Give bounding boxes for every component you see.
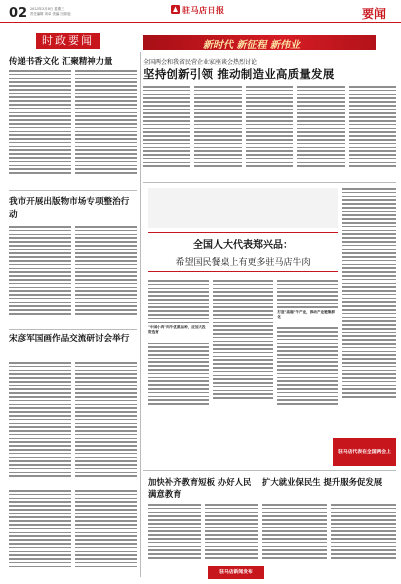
newspaper-logo (171, 3, 227, 18)
center-right-body (342, 188, 396, 433)
top-story-headline: 坚持创新引领 推动制造业高质量发展 (143, 67, 335, 81)
top-story-kicker: 全国两会和我省民营企业家座谈会热烈讨论 (143, 59, 258, 66)
left-article2-body (9, 226, 137, 321)
date-line-2: 责任编辑 刘卓 美编 田如旭 (30, 12, 71, 16)
left-article3-tail (9, 490, 137, 574)
center-photo (148, 188, 338, 228)
column-separator (140, 52, 141, 577)
center-headline-2: 希望国民餐桌上有更多驻马店牛肉 (175, 258, 311, 268)
bottom-article2-body (262, 504, 396, 564)
left-article1-body (9, 70, 137, 180)
bottom-article2-title: 扩大就业保民生 提升服务促发展 (262, 477, 383, 487)
page-number: 02 (9, 6, 28, 21)
center-body (148, 280, 338, 460)
logo-text: 驻马店日报 (182, 5, 225, 15)
top-story-body (143, 86, 396, 174)
footer-section-label: 驻马店新闻发布 (208, 566, 264, 579)
bottom-article1-body (148, 504, 258, 564)
left-article1-title: 传递书香文化 汇聚精神力量 (9, 56, 113, 66)
section-tag: 时政要闻 (36, 33, 100, 49)
center-subhead-1: "中国小肉"肉牛优质品种，应加大投资选育 (148, 325, 206, 335)
bottom-article1-title: 加快补齐教育短板 办好人民满意教育 (148, 477, 252, 499)
slogan-text: 新时代 新征程 新伟业 (203, 40, 300, 51)
left-article3-body (9, 362, 137, 487)
center-subhead-2: 打造"高端"牛产业，推动产业链集群化 (277, 310, 335, 320)
header-rule (0, 22, 401, 23)
left-divider-1 (9, 190, 137, 191)
center-headline-box (148, 232, 338, 272)
section-title: 要闻 (362, 7, 387, 21)
date-line-1: 2023年3月8日 星期三 (30, 7, 65, 11)
slogan-band (143, 35, 376, 50)
left-divider-2 (9, 329, 137, 330)
center-top-rule (143, 182, 396, 183)
center-headline-1: 全国人大代表郑兴品： (193, 240, 293, 251)
bottom-rule (143, 470, 396, 471)
left-article3-title: 宋彦军国画作品交流研讨会举行 (9, 334, 130, 344)
center-section-label: 驻马店代表在全国两会上 (333, 438, 396, 466)
left-article2-title-a: 我市开展出版物市场专项整治行动 (9, 197, 130, 220)
